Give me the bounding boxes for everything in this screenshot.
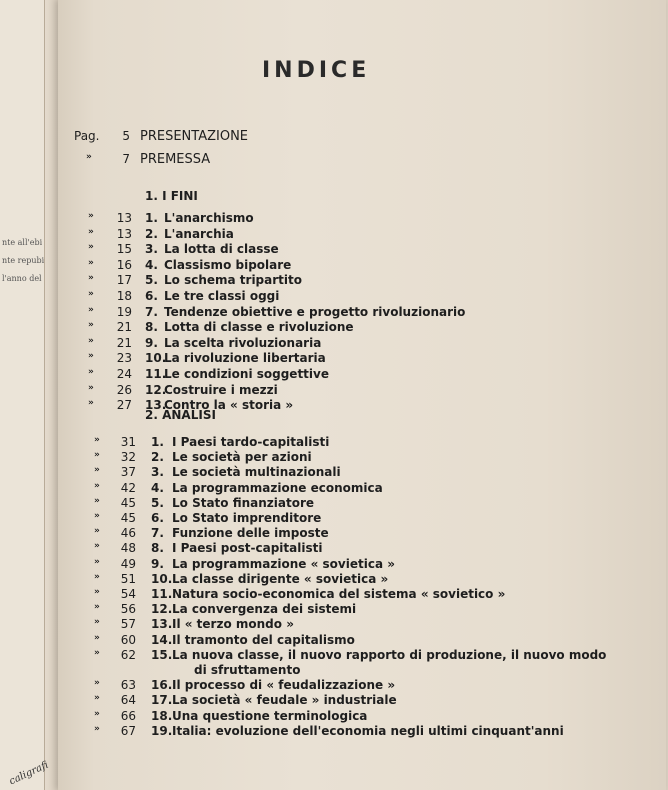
toc-entry <box>0 289 668 305</box>
entry-title: Una questione terminologica <box>172 709 368 723</box>
toc-entry <box>0 572 668 588</box>
page-number: 37 <box>120 465 136 479</box>
ditto-mark: » <box>94 511 100 521</box>
entry-number: 10. <box>145 351 167 365</box>
toc-entry <box>0 336 668 352</box>
left-page-snippet: nte repubi <box>2 256 45 265</box>
entry-title: La lotta di classe <box>164 242 279 256</box>
page-number: 19 <box>116 305 132 319</box>
page-number: 32 <box>120 450 136 464</box>
entry-number: 1. <box>145 211 158 225</box>
entry-number: 2. <box>151 450 164 464</box>
page-number: 67 <box>120 724 136 738</box>
page-number: 45 <box>120 511 136 525</box>
ditto-mark: » <box>88 305 94 315</box>
page-number: 64 <box>120 693 136 707</box>
left-page-snippet: nte all'ebi <box>2 238 43 247</box>
ditto-mark: » <box>94 496 100 506</box>
toc-entry <box>0 648 668 664</box>
entry-title-continuation: di sfruttamento <box>194 663 301 677</box>
left-page-snippet: l'anno del <box>2 274 42 283</box>
toc-entry <box>0 450 668 466</box>
toc-entry <box>0 678 668 694</box>
page-number: 48 <box>120 541 136 555</box>
entry-number: 19. <box>151 724 173 738</box>
entry-title: L'anarchismo <box>164 211 254 225</box>
toc-entry <box>0 541 668 557</box>
ditto-mark: » <box>94 633 100 643</box>
ditto-mark: » <box>88 273 94 283</box>
ditto-mark: » <box>94 693 100 703</box>
section-heading: 2. ANALISI <box>145 408 216 422</box>
toc-entry <box>0 383 668 399</box>
toc-entry <box>0 305 668 321</box>
page-number: 26 <box>116 383 132 397</box>
entry-title: La scelta rivoluzionaria <box>164 336 322 350</box>
entry-title: Il tramonto del capitalismo <box>172 633 355 647</box>
toc-entry <box>0 481 668 497</box>
ditto-mark: » <box>88 242 94 252</box>
entry-number: 9. <box>145 336 158 350</box>
entry-number: 11. <box>145 367 167 381</box>
toc-entry <box>0 496 668 512</box>
ditto-mark: » <box>88 351 94 361</box>
ditto-mark: » <box>94 709 100 719</box>
entry-title: PRESENTAZIONE <box>140 129 249 144</box>
entry-title: PREMESSA <box>140 152 211 167</box>
handwritten-note: caligrafi <box>7 759 51 788</box>
page-number: 16 <box>116 258 132 272</box>
toc-entry <box>0 351 668 367</box>
page-label: Pag. <box>74 129 100 143</box>
entry-number: 13. <box>145 398 167 412</box>
entry-title: Le società per azioni <box>172 450 312 464</box>
entry-number: 12. <box>145 383 167 397</box>
section-heading: 1. I FINI <box>145 189 198 203</box>
toc-entry <box>0 633 668 649</box>
page-number: 63 <box>120 678 136 692</box>
ditto-mark: » <box>88 367 94 377</box>
entry-number: 8. <box>145 320 158 334</box>
toc-entry <box>0 724 668 740</box>
toc-entry <box>0 211 668 227</box>
toc-entry <box>0 152 668 168</box>
entry-title: La convergenza dei sistemi <box>172 602 357 616</box>
entry-number: 12. <box>151 602 173 616</box>
entry-number: 4. <box>145 258 158 272</box>
page-number: 13 <box>116 211 132 225</box>
entry-title: La nuova classe, il nuovo rapporto di produzione, il nuovo modo <box>172 648 607 662</box>
page-number: 54 <box>120 587 136 601</box>
page-number: 23 <box>116 351 132 365</box>
entry-number: 10. <box>151 572 173 586</box>
page-number: 24 <box>116 367 132 381</box>
page-number: 46 <box>120 526 136 540</box>
entry-title: Italia: evoluzione dell'economia negli ultimi cinquant'anni <box>172 724 564 738</box>
toc-entry <box>0 557 668 573</box>
toc-entry <box>0 693 668 709</box>
entry-title: Lotta di classe e rivoluzione <box>164 320 354 334</box>
toc-entry <box>0 587 668 603</box>
ditto-mark: » <box>94 678 100 688</box>
entry-title: Lo Stato imprenditore <box>172 511 322 525</box>
entry-title: Le condizioni soggettive <box>164 367 329 381</box>
entry-number: 9. <box>151 557 164 571</box>
ditto-mark: » <box>94 465 100 475</box>
ditto-mark: » <box>88 398 94 408</box>
page-number: 45 <box>120 496 136 510</box>
page-number: 27 <box>116 398 132 412</box>
page-number: 17 <box>116 273 132 287</box>
entry-number: 6. <box>145 289 158 303</box>
ditto-mark: » <box>94 526 100 536</box>
toc-entry <box>0 602 668 618</box>
entry-title: Tendenze obiettive e progetto rivoluzionario <box>164 305 466 319</box>
entry-number: 16. <box>151 678 173 692</box>
toc-entry <box>0 617 668 633</box>
entry-number: 3. <box>145 242 158 256</box>
toc-entry <box>0 273 668 289</box>
entry-title: L'anarchia <box>164 227 234 241</box>
entry-title: La classe dirigente « sovietica » <box>172 572 389 586</box>
page-number: 60 <box>120 633 136 647</box>
ditto-mark: » <box>94 648 100 658</box>
entry-number: 2. <box>145 227 158 241</box>
page-number: 13 <box>116 227 132 241</box>
ditto-mark: » <box>86 152 92 162</box>
entry-number: 7. <box>151 526 164 540</box>
ditto-mark: » <box>94 557 100 567</box>
page-number: 51 <box>120 572 136 586</box>
entry-number: 4. <box>151 481 164 495</box>
entry-title: Natura socio-economica del sistema « sovietico » <box>172 587 506 601</box>
toc-entry <box>0 367 668 383</box>
page-number: 7 <box>122 152 130 166</box>
toc-entry <box>0 320 668 336</box>
entry-title: Funzione delle imposte <box>172 526 329 540</box>
page-number: 5 <box>122 129 130 143</box>
page-number: 42 <box>120 481 136 495</box>
entry-number: 14. <box>151 633 173 647</box>
entry-number: 1. <box>151 435 164 449</box>
entry-title: Classismo bipolare <box>164 258 292 272</box>
toc-entry <box>0 398 668 414</box>
ditto-mark: » <box>94 724 100 734</box>
entry-number: 15. <box>151 648 173 662</box>
ditto-mark: » <box>88 258 94 268</box>
ditto-mark: » <box>94 450 100 460</box>
toc-entry-continuation <box>0 663 668 679</box>
entry-title: I Paesi tardo-capitalisti <box>172 435 330 449</box>
toc-entry <box>0 129 668 145</box>
entry-title: La programmazione « sovietica » <box>172 557 395 571</box>
entry-title: Il processo di « feudalizzazione » <box>172 678 396 692</box>
entry-number: 11. <box>151 587 173 601</box>
ditto-mark: » <box>88 289 94 299</box>
ditto-mark: » <box>94 587 100 597</box>
page-number: 56 <box>120 602 136 616</box>
entry-title: Costruire i mezzi <box>164 383 278 397</box>
page-number: 31 <box>120 435 136 449</box>
toc-entry <box>0 242 668 258</box>
ditto-mark: » <box>94 617 100 627</box>
ditto-mark: » <box>94 602 100 612</box>
ditto-mark: » <box>88 211 94 221</box>
entry-number: 5. <box>151 496 164 510</box>
entry-title: Lo schema tripartito <box>164 273 302 287</box>
toc-entry <box>0 709 668 725</box>
page-number: 62 <box>120 648 136 662</box>
ditto-mark: » <box>94 541 100 551</box>
toc-entry <box>0 465 668 481</box>
page-title: INDICE <box>262 58 371 83</box>
entry-number: 13. <box>151 617 173 631</box>
ditto-mark: » <box>94 572 100 582</box>
entry-number: 7. <box>145 305 158 319</box>
ditto-mark: » <box>88 336 94 346</box>
toc-entry <box>0 526 668 542</box>
entry-title: La rivoluzione libertaria <box>164 351 326 365</box>
entry-title: Le tre classi oggi <box>164 289 280 303</box>
toc-entry <box>0 435 668 451</box>
entry-number: 5. <box>145 273 158 287</box>
page-number: 57 <box>120 617 136 631</box>
page-number: 15 <box>116 242 132 256</box>
entry-number: 6. <box>151 511 164 525</box>
entry-title: La programmazione economica <box>172 481 383 495</box>
ditto-mark: » <box>94 435 100 445</box>
entry-number: 17. <box>151 693 173 707</box>
entry-title: I Paesi post-capitalisti <box>172 541 323 555</box>
page-number: 21 <box>116 336 132 350</box>
entry-title: Contro la « storia » <box>164 398 294 412</box>
entry-number: 3. <box>151 465 164 479</box>
entry-title: Le società multinazionali <box>172 465 341 479</box>
ditto-mark: » <box>94 481 100 491</box>
toc-entry <box>0 511 668 527</box>
ditto-mark: » <box>88 383 94 393</box>
entry-number: 18. <box>151 709 173 723</box>
entry-title: La società « feudale » industriale <box>172 693 397 707</box>
ditto-mark: » <box>88 320 94 330</box>
entry-title: Il « terzo mondo » <box>172 617 294 631</box>
page-number: 18 <box>116 289 132 303</box>
page-number: 49 <box>120 557 136 571</box>
page-number: 21 <box>116 320 132 334</box>
entry-number: 8. <box>151 541 164 555</box>
toc-entry <box>0 227 668 243</box>
entry-title: Lo Stato finanziatore <box>172 496 315 510</box>
ditto-mark: » <box>88 227 94 237</box>
page-number: 66 <box>120 709 136 723</box>
toc-entry <box>0 258 668 274</box>
